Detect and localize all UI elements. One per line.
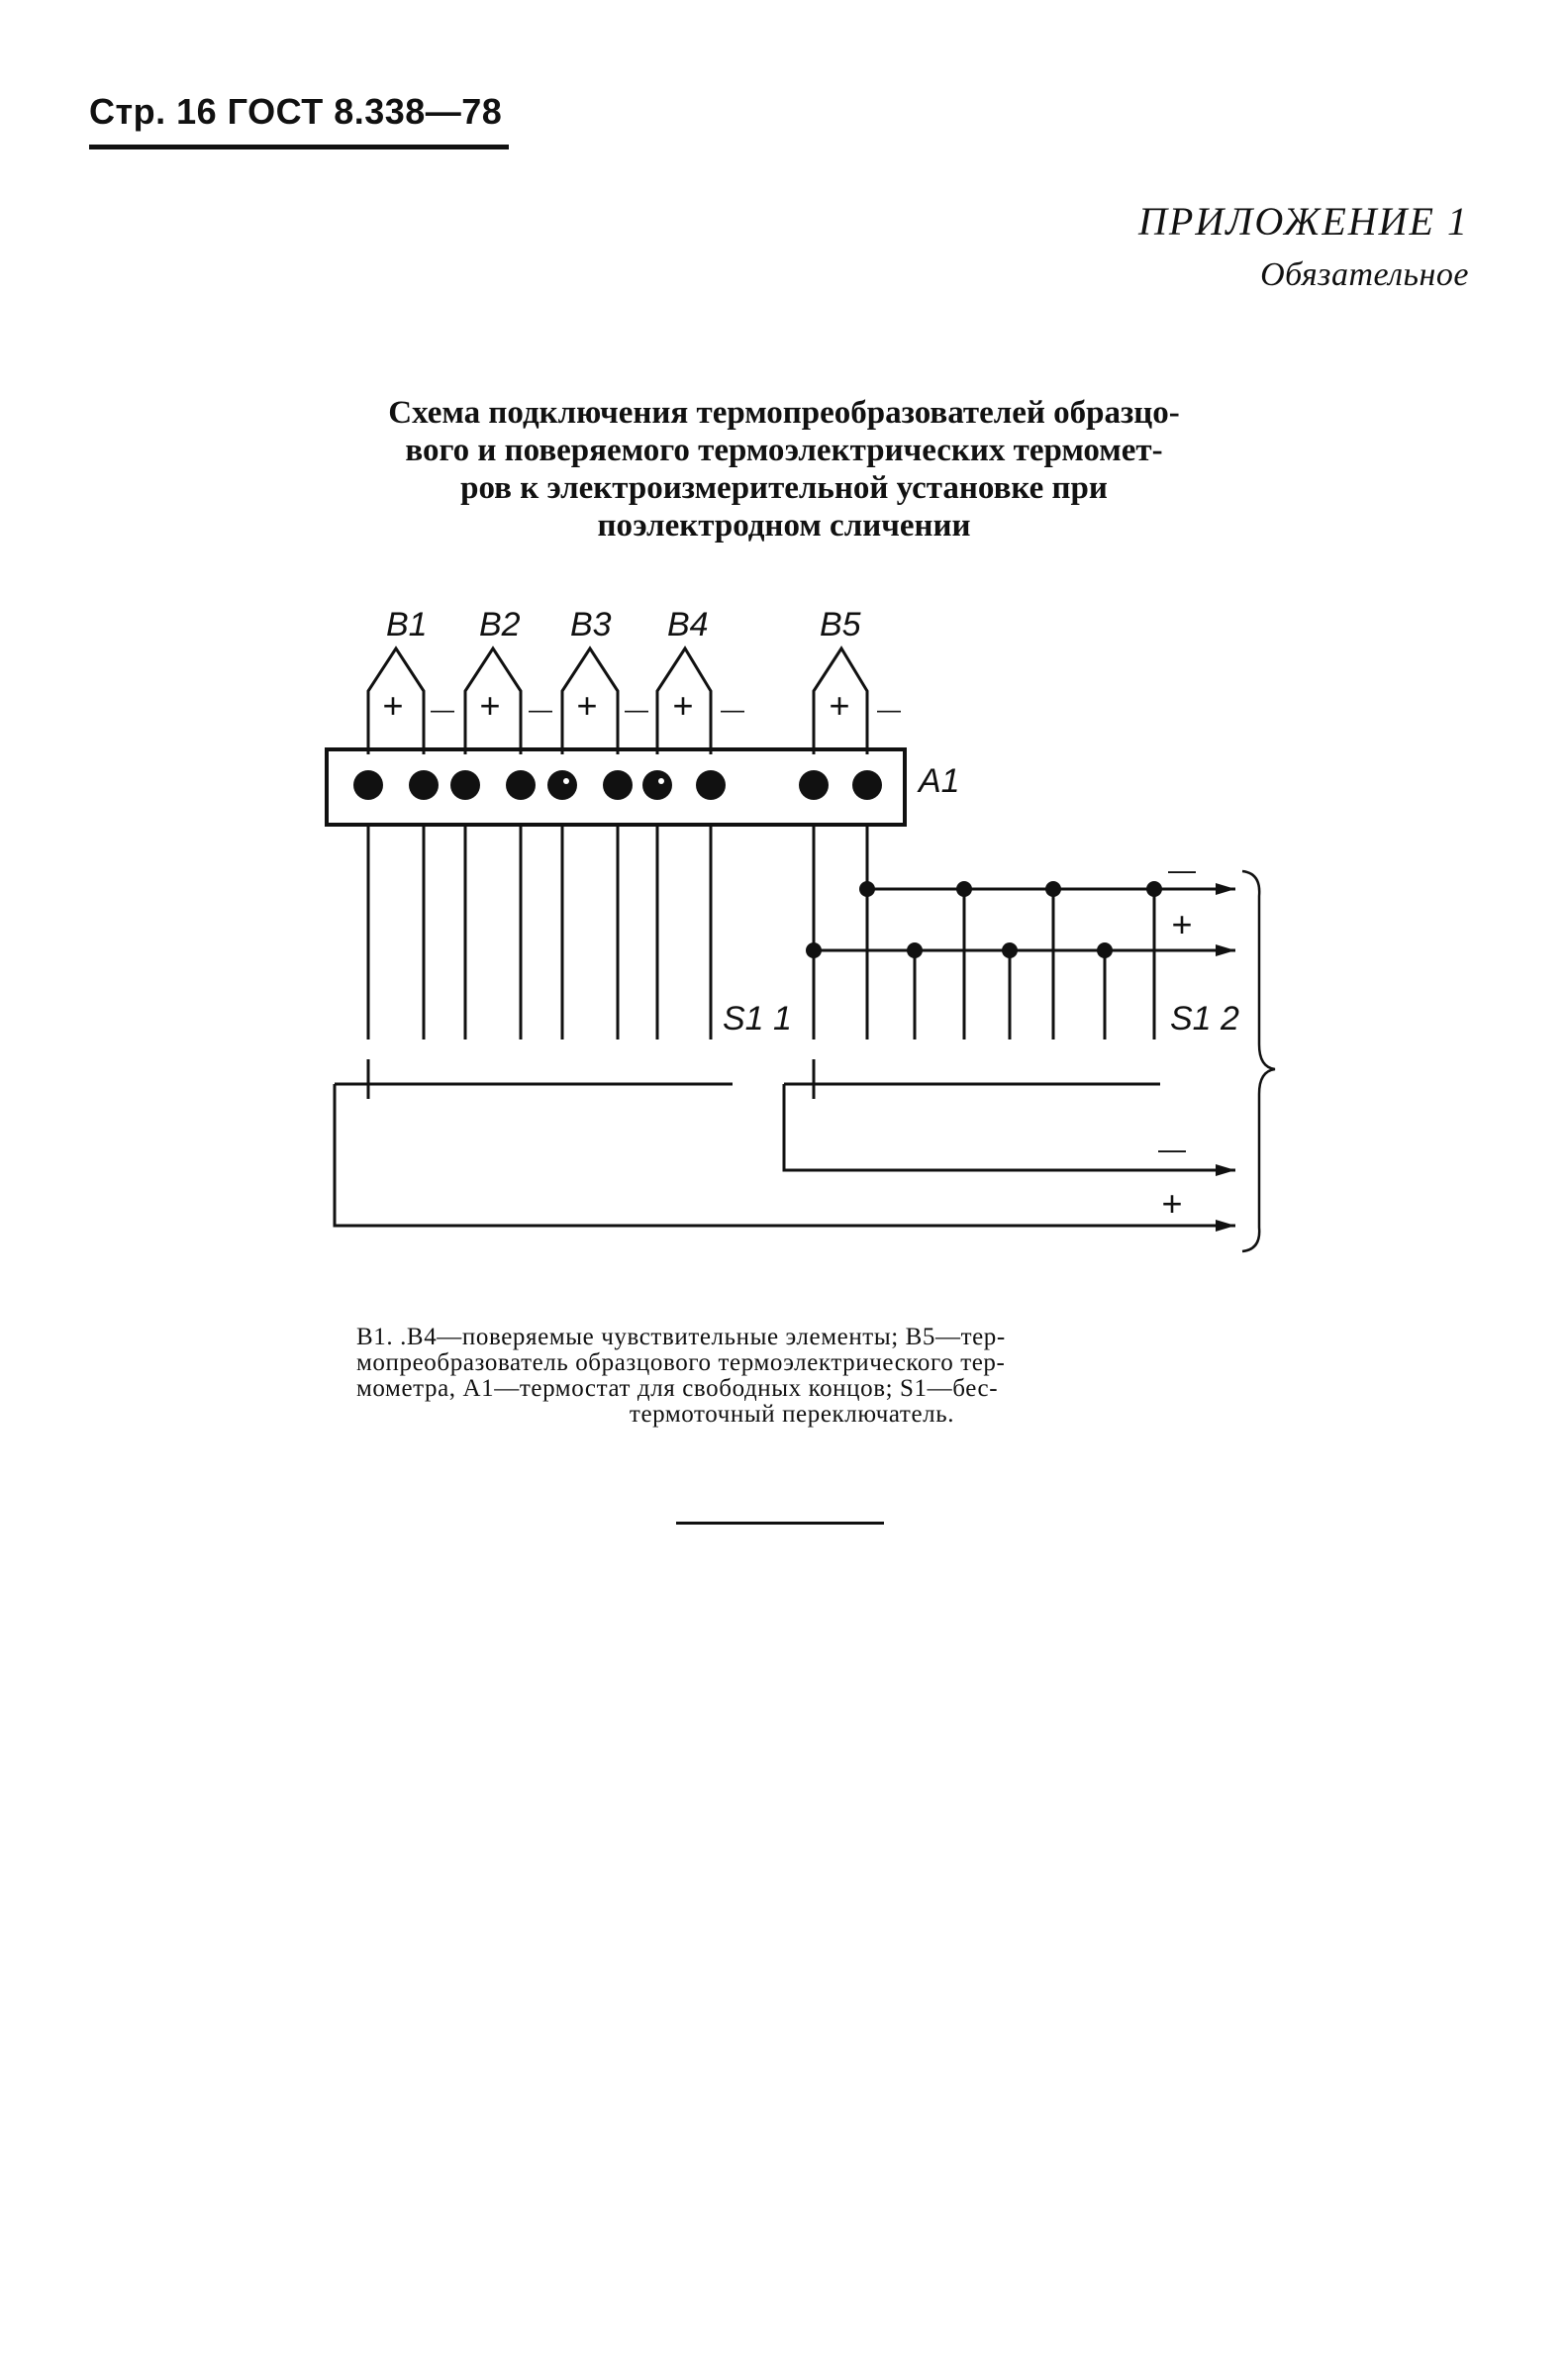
caption-line: термоточный переключатель. (629, 1401, 955, 1428)
sign-plus-out: + (1161, 1183, 1183, 1224)
figure-caption (356, 1325, 1227, 1428)
sign-plus: + (672, 685, 694, 726)
label-b2: B2 (479, 606, 521, 643)
page-header: Стр. 16 ГОСТ 8.338—78 (89, 91, 503, 132)
label-b3: B3 (570, 606, 612, 643)
switch-blades (335, 1059, 1160, 1099)
terminals (353, 770, 882, 800)
right-brace (1242, 871, 1275, 1251)
junction-dots (806, 881, 1162, 958)
appendix-subtitle: Обязательное (1260, 256, 1469, 293)
end-rule (676, 1522, 884, 1525)
sign-plus: + (382, 685, 404, 726)
sign-plus: + (576, 685, 598, 726)
sign-minus: — (877, 697, 901, 724)
sign-minus: — (529, 697, 552, 724)
leads (368, 825, 867, 1039)
label-b5: B5 (820, 606, 861, 643)
title-line: ров к электроизмерительной установке при (460, 470, 1108, 506)
output-wiring (335, 1084, 1235, 1226)
sign-plus: + (829, 685, 850, 726)
label-s1-2: S1 2 (1170, 1000, 1239, 1038)
sign-minus: — (431, 697, 454, 724)
label-s1-1: S1 1 (723, 1000, 792, 1038)
sign-plus-out: + (1171, 904, 1193, 944)
sign-minus: — (721, 697, 744, 724)
title-line: поэлектродном сличении (597, 508, 971, 544)
sign-minus-out: — (1158, 1134, 1186, 1164)
sign-plus: + (479, 685, 501, 726)
caption-line: мопреобразователь образцового термоэлектрического тер- (356, 1349, 1006, 1376)
title-line: Схема подключения термопреобразователей образцо- (388, 395, 1180, 431)
caption-line: мометра, A1—термостат для свободных концов; S1—бес- (356, 1375, 999, 1402)
sign-minus: — (625, 697, 648, 724)
title-line: вого и поверяемого термоэлектрических термомет- (405, 433, 1163, 468)
label-b4: B4 (667, 606, 709, 643)
label-b1: B1 (386, 606, 428, 643)
label-a1: A1 (919, 762, 960, 800)
appendix-title: ПРИЛОЖЕНИЕ 1 (1138, 199, 1469, 244)
caption-line: B1. .B4—поверяемые чувствительные элементы; B5—тер- (356, 1324, 1006, 1350)
sign-minus-out: — (1168, 854, 1196, 885)
